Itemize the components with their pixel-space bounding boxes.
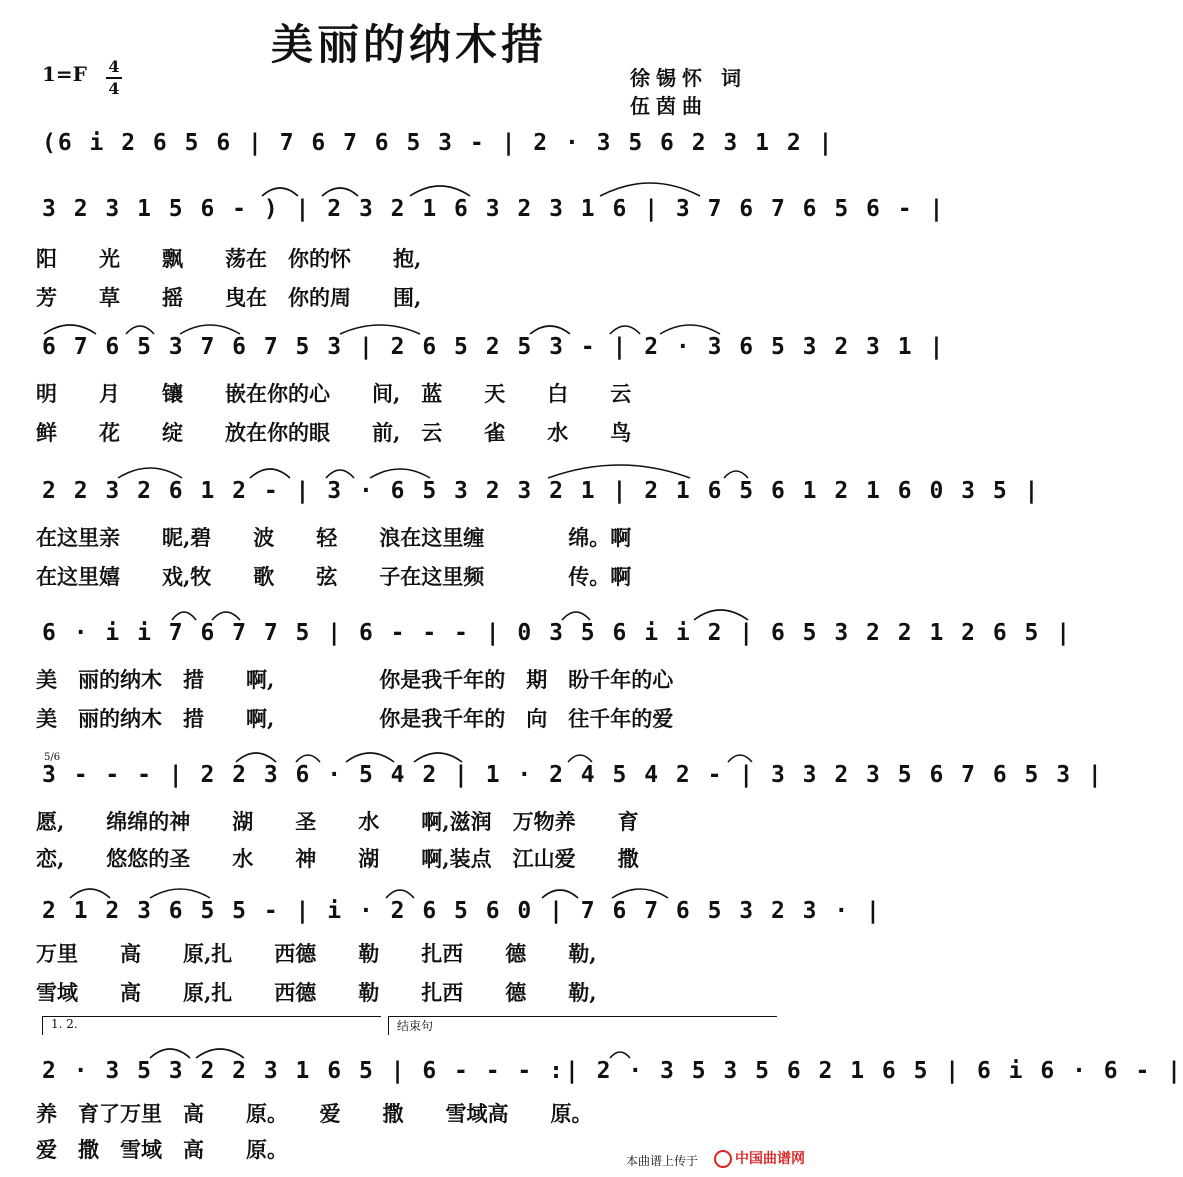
composer-credit: 伍茵曲 — [630, 94, 708, 118]
lyric-line-6: 在这里嬉 戏,牧 歌 弦 子在这里频 传。啊 — [36, 564, 632, 589]
site-logo-text: 中国曲谱网 — [735, 1151, 805, 1167]
lyric-line-2: 芳 草 摇 曳在 你的周 围, — [36, 285, 422, 310]
notation-row-8: 2 · 3 5 3 2 2 3 1 6 5 | 6 - - - :| 2 · 3 5 3 5 6 2 1 6 5 | 6 i 6 · 6 - | — [42, 1058, 1183, 1084]
lyric-line-3: 明 月 镶 嵌在你的心 间, 蓝 天 白 云 — [36, 381, 632, 406]
grace-note-mark: 5/6 — [44, 752, 61, 763]
notation-row-7: 2 1 2 3 6 5 5 - | i · 2 6 5 6 0 | 7 6 7 6 5 3 2 3 · | — [42, 898, 882, 924]
time-signature-top: 4 — [108, 57, 120, 76]
song-title: 美丽的纳木措 — [270, 20, 547, 69]
ending-phrase-bracket: 结束句 — [388, 1016, 777, 1035]
lyricist-credit: 徐锡怀 词 — [630, 66, 747, 90]
lyric-line-8: 美 丽的纳木 措 啊, 你是我千年的 向 往千年的爱 — [36, 706, 674, 731]
lyric-line-12: 雪域 高 原,扎 西德 勒 扎西 德 勒, — [36, 980, 597, 1005]
notation-row-6: 3 - - - | 2 2 3 6 · 5 4 2 | 1 · 2 4 5 4 2 - | 3 3 2 3 5 6 7 6 5 3 | — [42, 762, 1104, 788]
lyric-line-4: 鲜 花 绽 放在你的眼 前, 云 雀 水 鸟 — [36, 420, 632, 445]
lyric-line-13: 养 育了万里 高 原。 爱 撒 雪域高 原。 — [36, 1101, 593, 1126]
notation-row-1: (6 i 2 6 5 6 | 7 6 7 6 5 3 - | 2 · 3 5 6 2 3 1 2 | — [42, 130, 835, 156]
upload-notice: 本曲谱上传于 — [626, 1154, 699, 1168]
lyric-line-7: 美 丽的纳木 措 啊, 你是我千年的 期 盼千年的心 — [36, 667, 674, 692]
logo-mark-icon — [714, 1150, 732, 1168]
notation-row-3: 6 7 6 5 3 7 6 7 5 3 | 2 6 5 2 5 3 - | 2 · 3 6 5 3 2 3 1 | — [42, 334, 946, 360]
notation-row-2: 3 2 3 1 5 6 - ) | 2 3 2 1 6 3 2 3 1 6 | 3 7 6 7 6 5 6 - | — [42, 196, 946, 222]
time-signature-bottom: 4 — [108, 79, 120, 98]
lyric-line-10: 恋, 悠悠的圣 水 神 湖 啊,装点 江山爱 撒 — [36, 846, 639, 871]
lyric-line-1: 阳 光 飘 荡在 你的怀 抱, — [36, 246, 422, 271]
lyric-line-5: 在这里亲 昵,碧 波 轻 浪在这里缠 绵。啊 — [36, 525, 632, 550]
first-ending-bracket: 1. 2. — [42, 1016, 381, 1035]
site-logo — [714, 1148, 805, 1168]
notation-row-4: 2 2 3 2 6 1 2 - | 3 · 6 5 3 2 3 2 1 | 2 1 6 5 6 1 2 1 6 0 3 5 | — [42, 478, 1041, 504]
time-signature — [106, 58, 122, 98]
lyric-line-11: 万里 高 原,扎 西德 勒 扎西 德 勒, — [36, 941, 597, 966]
key-signature: 1=F — [42, 62, 87, 86]
lyric-line-14: 爱 撒 雪域 高 原。 — [36, 1137, 288, 1162]
notation-row-5: 6 · i i 7 6 7 7 5 | 6 - - - | 0 3 5 6 i i 2 | 6 5 3 2 2 1 2 6 5 | — [42, 620, 1073, 646]
lyric-line-9: 愿, 绵绵的神 湖 圣 水 啊,滋润 万物养 育 — [36, 809, 639, 834]
